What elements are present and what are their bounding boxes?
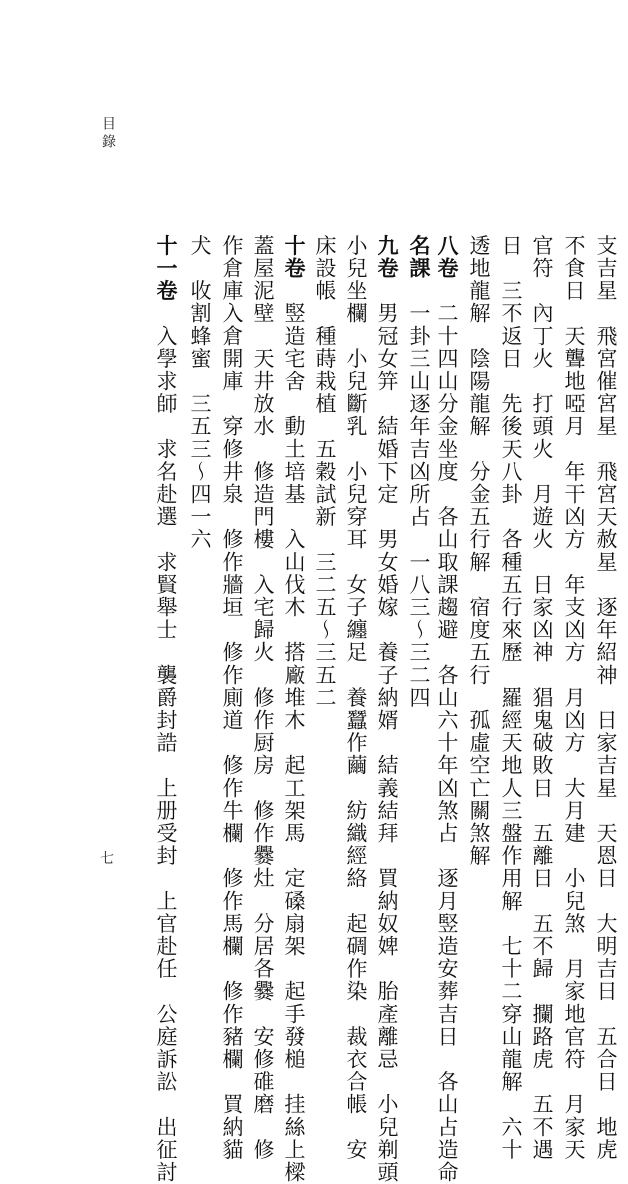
column-text: 不食日 天聾地啞月 年干凶方 年支凶方 月凶方 大月建 小兒煞 月家地官符 月家天 xyxy=(562,234,586,1162)
column-text: 床設帳 種蒔栽植 五穀試新 三二五～三五二 xyxy=(313,234,337,710)
column-text: 竪造宅舍 動土培基 入山伐木 搭廠堆木 起工架馬 定磉扇架 起手發槌 挂絲上樑 xyxy=(282,279,306,1184)
column-text: 支吉星 飛宮催宮星 飛宮天赦星 逐年紹神 日家吉星 天恩日 大明吉日 五合日 地虎 xyxy=(594,234,618,1162)
column-text: 作倉庫入倉開庫 穿修井泉 修作牆垣 修作廁道 修作牛欄 修作馬欄 修作豬欄 買納貓 xyxy=(220,234,244,1162)
column-text: 小兒坐欄 小兒斷乳 小兒穿耳 女子纏足 養蠶作繭 紡織經絡 起碉作染 裁衣合帳 安 xyxy=(344,234,368,1162)
column-text: 犬 收割蜂蜜 三五三～四一六 xyxy=(188,234,212,551)
column-text: 入學求師 求名赴選 求賢舉士 襲爵封誥 上册受封 上官赴任 公庭訴訟 出征討 xyxy=(154,302,178,1184)
column-text: 官符 內丁火 打頭火 月遊火 日家凶神 猖鬼破敗日 五離日 五不歸 攔路虎 五不遇 xyxy=(530,234,554,1162)
column-heading: 十一卷 xyxy=(154,234,179,303)
section-label: 目錄 xyxy=(100,116,116,152)
column-text: 一卦三山逐年吉凶所占 一八三～三二四 xyxy=(407,279,431,710)
column-heading: 八卷 xyxy=(435,234,460,280)
column-heading: 十卷 xyxy=(282,234,307,280)
column-text: 日 三不返日 先後天八卦 各種五行來歷 羅經天地人三盤作用解 七十二穿山龍解 六十 xyxy=(499,234,523,1162)
column-text: 二十四山分金坐度 各山取課趨避 各山六十年凶煞占 逐月竪造安葬吉日 各山占造命 xyxy=(435,279,459,1184)
column-text: 透地龍解 陰陽龍解 分金五行解 宿度五行 孤虛空亡關煞解 xyxy=(467,234,491,868)
page-number: 七 xyxy=(100,851,114,867)
column-text: 男冠女笄 結婚下定 男女婚嫁 養子納婿 結義結拜 買納奴婢 胎產離忌 小兒剃頭 xyxy=(375,279,399,1184)
column-heading: 名課 xyxy=(407,234,432,280)
toc-column-15 xyxy=(130,132,202,1184)
column-heading: 九卷 xyxy=(375,234,400,280)
column-text: 蓋屋泥壁 天井放水 修造門樓 入宅歸火 修作厨房 修作爨灶 分居各爨 安修碓磨 修 xyxy=(251,234,275,1162)
